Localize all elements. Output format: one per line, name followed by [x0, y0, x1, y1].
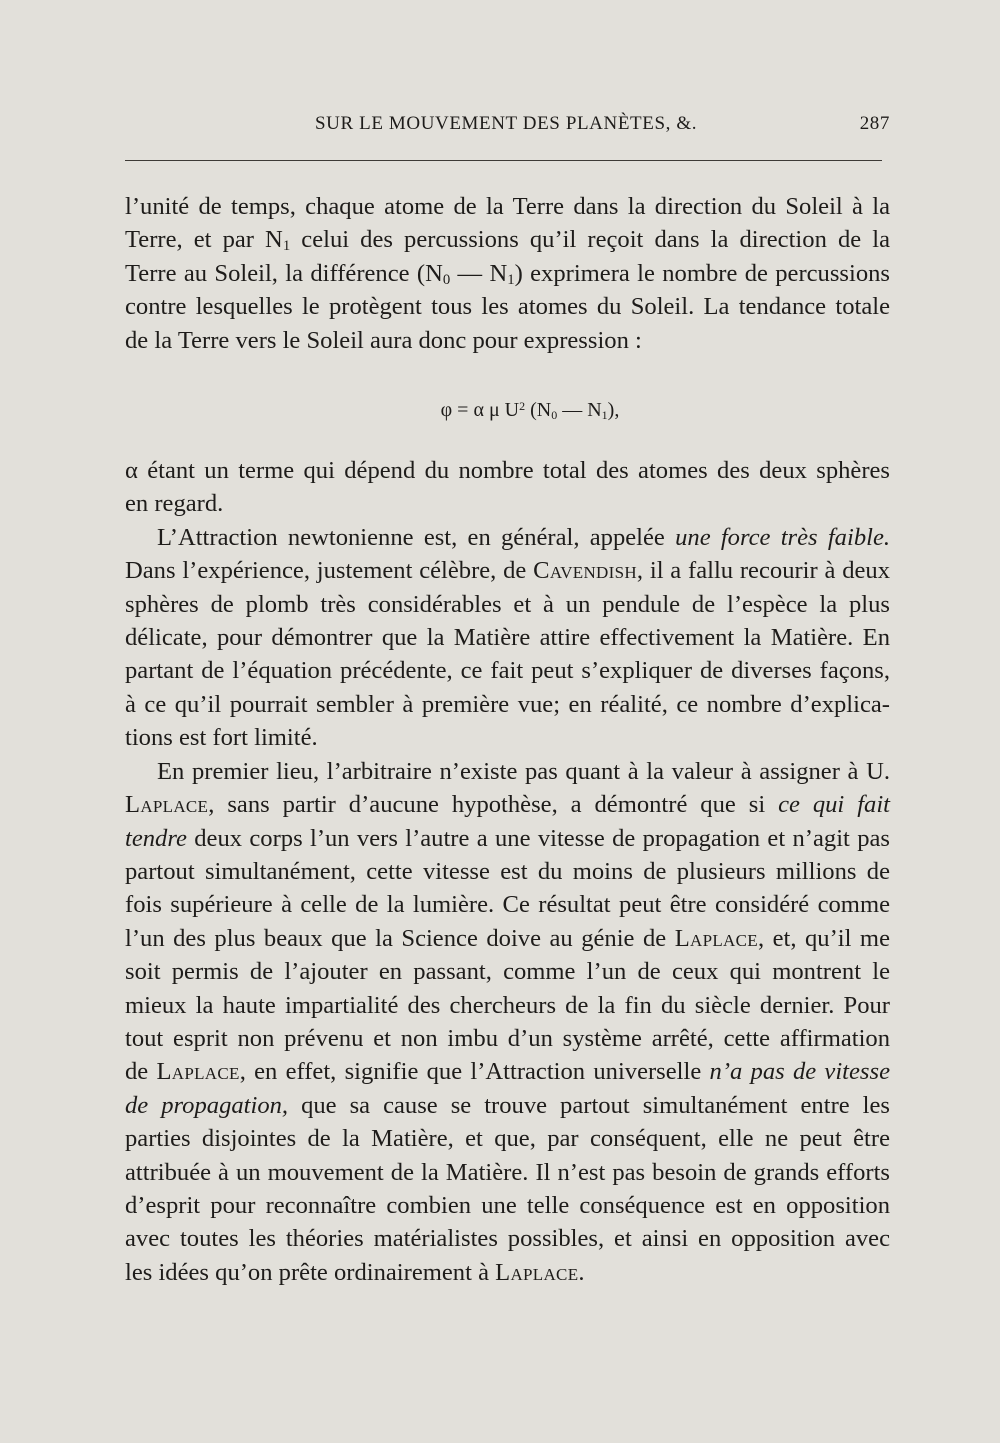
text-line: tout esprit non prévenu et non imbu d’un système arrêté, cette affirmation — [125, 1024, 890, 1052]
text-line: les idées qu’on prête ordinairement à Laplace. — [125, 1258, 585, 1286]
text-line: L’Attraction newtonienne est, en général, appelée une force très faible. — [157, 523, 891, 551]
text-line: Laplace, sans partir d’aucune hypothèse, a démontré que si ce qui fait — [125, 791, 890, 819]
text-line: de la Terre vers le Soleil aura donc pour expression : — [125, 326, 642, 354]
text-line: attribuée à un mouvement de la Matière. Il n’est pas besoin de grands efforts — [125, 1158, 890, 1186]
body-text — [125, 190, 890, 1289]
text-line: d’esprit pour reconnaître combien une telle conséquence est en opposition — [125, 1191, 890, 1219]
text-line: délicate, pour démontrer que la Matière attire effectivement la Matière. En — [125, 624, 890, 652]
text-line: En premier lieu, l’arbitraire n’existe pas quant à la valeur à assigner à U. — [157, 757, 890, 785]
text-line: en regard. — [125, 490, 224, 518]
text-line: contre lesquelles le protègent tous les atomes du Soleil. La tendance totale — [125, 293, 890, 321]
text-line: partout simultanément, cette vitesse est du moins de plusieurs millions de — [125, 857, 890, 885]
text-line: mieux la haute impartialité des chercheurs de la fin du siècle dernier. Pour — [125, 991, 890, 1019]
text-line: Terre, et par $N_1$ celui des percussions qu’il reçoit dans la direction de la — [125, 226, 890, 255]
text-line: fois supérieure à celle de la lumière. Ce résultat peut être considéré comme — [125, 891, 890, 919]
text-line: Dans l’expérience, justement célèbre, de Cavendish, il a fallu recourir à deux — [125, 557, 890, 585]
text-line: soit permis de l’ajouter en passant, comme l’un de ceux qui montrent le — [125, 958, 890, 986]
text-line: parties disjointes de la Matière, et que, par conséquent, elle ne peut être — [125, 1125, 890, 1153]
text-line: l’un des plus beaux que la Science doive au génie de Laplace, et, qu’il me — [125, 924, 890, 952]
running-head — [125, 113, 890, 141]
equation: φ = α μ $U^2$ ($N_0$ — $N_1$), — [440, 399, 620, 423]
text-line: tendre deux corps l’un vers l’autre a une vitesse de propagation et n’agit pas — [125, 824, 890, 852]
text-line: α étant un terme qui dépend du nombre total des atomes des deux sphères — [125, 457, 890, 485]
text-line: l’unité de temps, chaque atome de la Terre dans la direction du Soleil à la — [125, 193, 890, 220]
text-line: tions est fort limité. — [125, 724, 318, 752]
text-line: de propagation, que sa cause se trouve partout simultanément entre les — [125, 1091, 890, 1119]
text-line: partant de l’équation précédente, ce fait peut s’expliquer de diverses façons, — [125, 657, 890, 685]
header-rule — [125, 160, 882, 161]
text-line: sphères de plomb très considérables et à un pendule de l’espèce la plus — [125, 590, 890, 618]
running-title: SUR LE MOUVEMENT DES PLANÈTES, &. — [315, 113, 698, 134]
text-line: à ce qu’il pourrait sembler à première vue; en réalité, ce nombre d’explica- — [125, 690, 890, 718]
page-number: 287 — [859, 113, 890, 134]
text-line: Terre au Soleil, la différence ($N_0$ — $N_1$) exprimera le nombre de percussions — [125, 259, 890, 288]
text-line: avec toutes les théories matérialistes possibles, et ainsi en opposition avec — [125, 1225, 890, 1253]
text-line: de Laplace, en effet, signifie que l’Attraction universelle n’a pas de vitesse — [125, 1058, 890, 1086]
